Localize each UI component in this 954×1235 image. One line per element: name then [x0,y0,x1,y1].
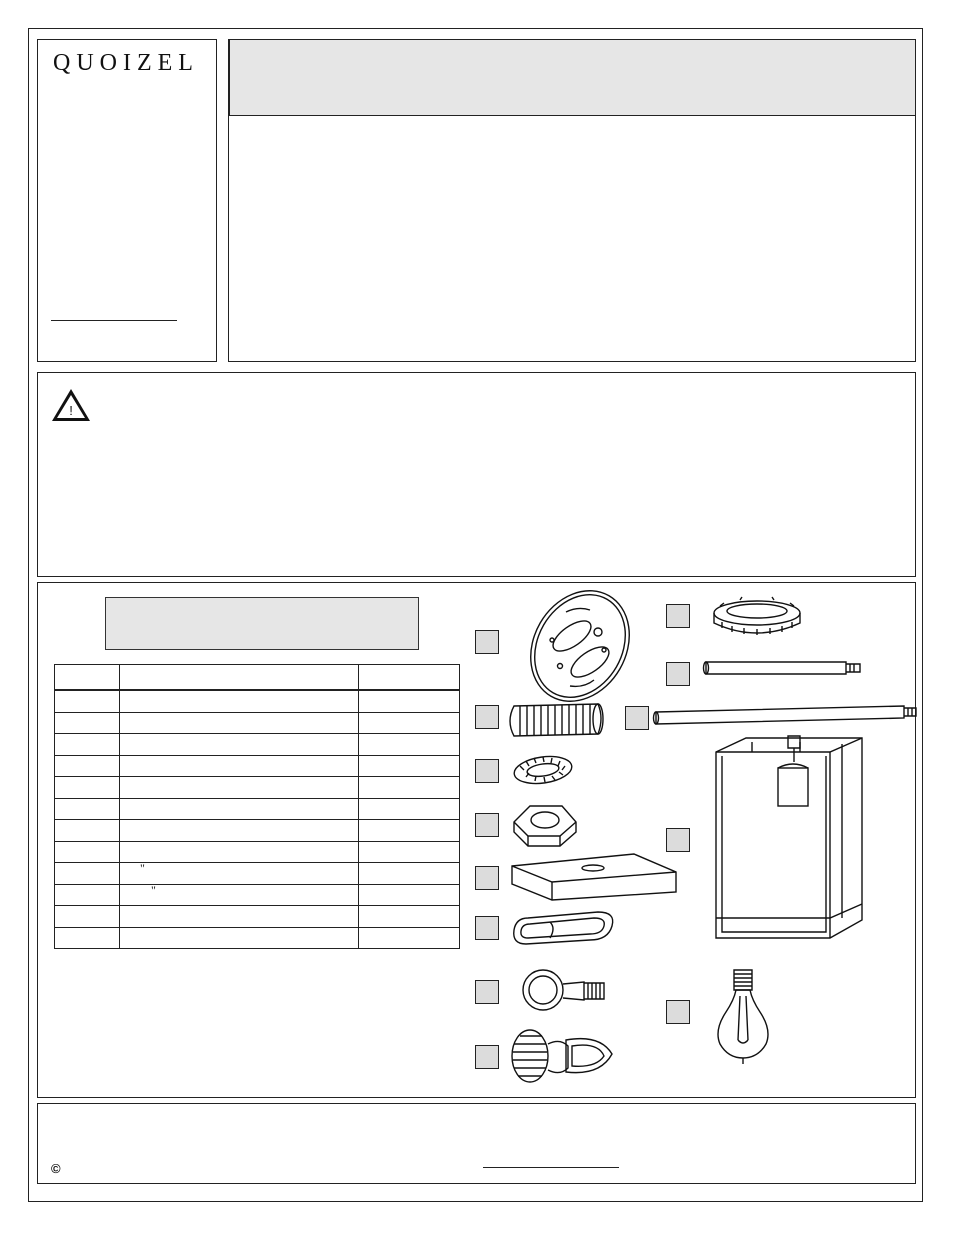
long-stem-icon [654,706,917,724]
threaded-nipple-icon [510,704,603,736]
swivel-hook-icon [512,1030,612,1082]
copyright-mark: © [51,1161,61,1176]
warning-symbol: ! [69,403,73,418]
canopy-icon [512,854,676,900]
hex-nut-icon [514,806,576,846]
edison-bulb-icon [718,970,768,1064]
ring-nut-icon [714,597,800,635]
lock-washer-icon [512,753,573,787]
footer-box [37,1103,916,1184]
chain-link-icon [514,912,613,944]
lantern-fixture-icon [716,736,862,938]
eye-nipple-icon [523,970,604,1010]
inch-mark: " [140,861,145,875]
mounting-plate-icon [511,573,649,719]
brand-logo: QUOIZEL [53,50,199,76]
short-stem-icon [704,662,861,674]
inch-mark: " [151,882,156,897]
footer-underline [483,1167,619,1168]
